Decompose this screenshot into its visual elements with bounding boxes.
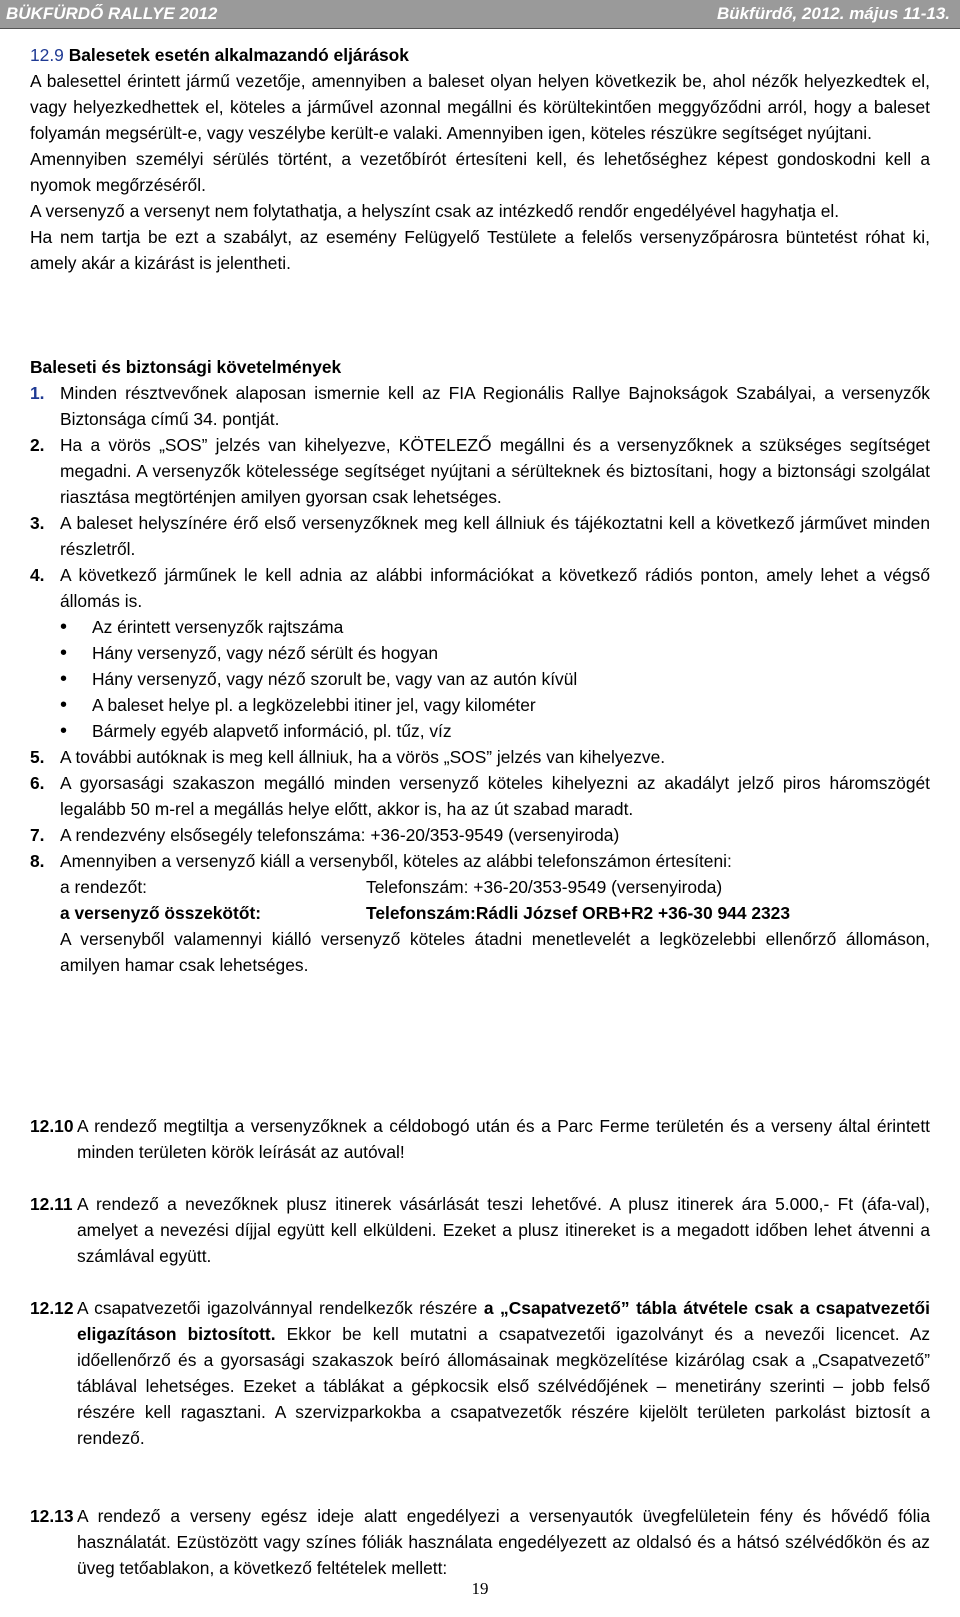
page-number: 19: [471, 1579, 489, 1598]
item-text: Ha a vörös „SOS” jelzés van kihelyezve, KÖTELEZŐ megállni és a versenyzőknek a szükséges segítséget megadni. A versenyzők kötelessége segítséget nyújtani a sérülteknek és biztosítani, hogy a biztonsági szolgálat riasztása megtörténjen amilyen gyorsan csak lehetséges.: [60, 435, 930, 507]
section-text: A csapatvezetői igazolvánnyal rendelkezők részére: [77, 1298, 484, 1318]
section-12-13: [30, 1503, 930, 1581]
list-item: [30, 770, 930, 822]
contact-row-liaison: [30, 900, 930, 926]
list-item: [30, 432, 930, 510]
paragraph: A balesettel érintett jármű vezetője, amennyiben a baleset olyan helyen következik be, ahol nézők helyezkedtek el, vagy helyezkedhettek el, köteles a járművel azonnal megállni és körültekintően meggyőződni arról, hogy a baleset folyamán megsérült-e, vagy veszélybe került-e valaki. Amennyiben igen, köteles részükre segítséget nyújtani.: [30, 71, 930, 143]
section-text-bold: a „Csapatvezető” tábla átvétele csak a csapatvezetői eligazításon biztosított.: [77, 1298, 930, 1344]
item-text: A baleset helyszínére érő első versenyzőknek meg kell állniuk és tájékoztatni kell a következő járművet minden részletről.: [60, 513, 930, 559]
paragraph: Ha nem tartja be ezt a szabályt, az esemény Felügyelő Testülete a felelős versenyzőpárosra büntetést róhat ki, amely akár a kizárást is jelentheti.: [30, 227, 930, 273]
section-number: 12.9: [30, 45, 64, 65]
section-text: Ekkor be kell mutatni a csapatvezetői igazolványt és a nevezői licencet. Az időellenőrző és a gyorsasági szakaszok beíró állomásainak megközelítése kizárólag csak a „Csapatvezető” táblával lehetséges. Ezeket a táblákat a gépkocsik első szélvédőjének – menetirány szerinti – jobb felső részére kell ragasztani. A szervizparkokba a csapatvezetők részére kijelölt területen parkolást biztosít a rendező.: [77, 1324, 931, 1448]
item-number: 2.: [30, 435, 45, 455]
paragraph: Amennyiben személyi sérülés történt, a vezetőbírót értesíteni kell, és lehetőséghez képest gondoskodni kell a nyomok megőrzéséről.: [30, 149, 930, 195]
header-event-title: BÜKFÜRDŐ RALLYE 2012: [6, 4, 218, 23]
list-item: [30, 822, 930, 848]
item-text: A gyorsasági szakaszon megálló minden versenyző köteles kihelyezni az akadályt jelző piros háromszögét legalább 50 m-rel a megállás helye előtt, akkor is, ha az út szabad maradt.: [60, 773, 930, 819]
header-event-date: Bükfürdő, 2012. május 11-13.: [716, 4, 950, 23]
bullet-item: • Az érintett versenyzők rajtszáma: [30, 614, 930, 640]
contact-label: a rendezőt:: [60, 877, 148, 897]
item-text: A rendezvény elsősegély telefonszáma: +36-20/353-9549 (versenyiroda): [60, 825, 620, 845]
item-number: 8.: [30, 851, 45, 871]
item-number: 6.: [30, 773, 45, 793]
section-12-9: [30, 42, 930, 276]
safety-title: Baleseti és biztonsági követelmények: [30, 357, 342, 377]
section-number: 12.12: [30, 1298, 74, 1318]
section-paragraph: [30, 1113, 930, 1165]
contact-label: a versenyző összekötőt:: [60, 903, 262, 923]
page-header: [0, 0, 960, 29]
item-text: Minden résztvevőnek alaposan ismernie kell az FIA Regionális Rallye Bajnokságok Szabályai, a versenyzők Biztonsága című 34. pontját.: [60, 383, 930, 429]
section-12-11: [30, 1191, 930, 1269]
paragraph: A versenyből valamennyi kiálló versenyző köteles átadni menetlevelét a legközelebbi ellenőrző állomáson, amilyen hamar csak lehetséges.: [60, 929, 930, 975]
list-item: [30, 380, 930, 432]
section-12-10: [30, 1113, 930, 1165]
section-number: 12.13: [30, 1506, 74, 1526]
bullet-item: • Hány versenyző, vagy néző szorult be, vagy van az autón kívül: [30, 666, 930, 692]
section-text: A rendező a nevezőknek plusz itinerek vásárlását teszi lehetővé. A plusz itinerek ára 5.000,- Ft (áfa-val), amelyet a nevezési díjjal együtt kell elküldeni. Ezeket a plusz itinereket is a megadott időben lehet átvenni a számlával együtt.: [77, 1194, 930, 1266]
item-number: 5.: [30, 747, 45, 767]
bullet-item: • Hány versenyző, vagy néző sérült és hogyan: [30, 640, 930, 666]
item-text: Amennyiben a versenyző kiáll a versenyből, köteles az alábbi telefonszámon értesíteni:: [60, 851, 732, 871]
section-paragraph: [30, 1295, 930, 1451]
item-number: 1.: [30, 383, 45, 403]
section-number: 12.10: [30, 1116, 74, 1136]
paragraph: A versenyző a versenyt nem folytathatja, a helyszínt csak az intézkedő rendőr engedélyével hagyhatja el.: [30, 201, 840, 221]
info-bullet-list: [30, 614, 930, 744]
contact-row-organizer: [30, 874, 930, 900]
item-number: 4.: [30, 565, 45, 585]
section-text: A rendező a verseny egész ideje alatt engedélyezi a versenyautók üvegfelületein fény és hővédő fólia használatát. Ezüstözött vagy színes fóliák használata engedélyezett az oldalsó és a hátsó szélvédőkön és az üveg tetőablakon, a következő feltételek mellett:: [77, 1506, 930, 1578]
item-number: 7.: [30, 825, 45, 845]
section-text: A rendező megtiltja a versenyzőknek a céldobogó után és a Parc Ferme területén és a verseny által érintett minden területen körök leírását az autóval!: [77, 1116, 930, 1162]
section-12-9-heading: [30, 42, 930, 68]
contact-phone: Telefonszám: +36-20/353-9549 (versenyiroda): [366, 877, 723, 897]
section-12-12: [30, 1295, 930, 1451]
bullet-item: • Bármely egyéb alapvető információ, pl. tűz, víz: [30, 718, 930, 744]
bullet-item: • A baleset helye pl. a legközelebbi itiner jel, vagy kilométer: [30, 692, 930, 718]
section-paragraph: [30, 1191, 930, 1269]
item-text: A további autóknak is meg kell állniuk, ha a vörös „SOS” jelzés van kihelyezve.: [60, 747, 666, 767]
item-number: 3.: [30, 513, 45, 533]
list-item: [30, 510, 930, 562]
contact-phone: Telefonszám:Rádli József ORB+R2 +36-30 944 2323: [366, 903, 791, 923]
section-number: 12.11: [30, 1194, 73, 1214]
list-item: [30, 562, 930, 614]
list-item: [30, 848, 930, 874]
safety-section: [30, 354, 930, 978]
section-title: Balesetek esetén alkalmazandó eljárások: [68, 45, 409, 65]
item-text: A következő járműnek le kell adnia az alábbi információkat a következő rádiós ponton, amely lehet a végső állomás is.: [60, 565, 930, 611]
list-item: [30, 744, 930, 770]
section-paragraph: [30, 1503, 930, 1581]
